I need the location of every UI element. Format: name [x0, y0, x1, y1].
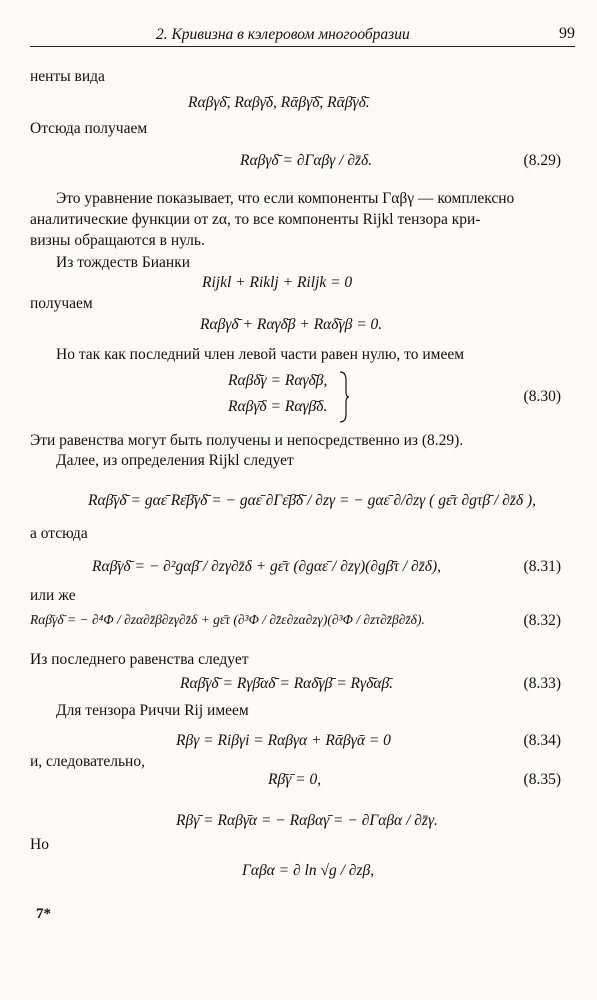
text-line: и, следовательно, [30, 753, 145, 770]
formula-bianchi-complex: Rαβγδ̄ + Rαγδ̄β + Rαδ̄γβ = 0. [200, 316, 383, 333]
text-line: Для тензора Риччи Rij имеем [56, 702, 249, 719]
equation-number: (8.34) [523, 732, 561, 749]
formula-8-30-a: Rαβδ̄γ = Rαγδ̄β, [228, 372, 328, 389]
equation-number: (8.30) [523, 388, 561, 405]
paragraph-line: визны обращаются в нуль. [30, 232, 205, 249]
formula-components: Rαβγδ̄, Rαβγ̄δ, Rᾱβγ̄δ̄, Rᾱβ̄γδ̄. [188, 94, 370, 111]
signature-mark: 7* [36, 906, 51, 922]
equation-number: (8.35) [523, 771, 561, 788]
text-line: Далее, из определения Rijkl следует [56, 452, 294, 469]
formula-curvature-definition: Rαβ̄γδ̄ = gαε̄ Rε̄β̄γδ̄ = − gαε̄ ∂Γε̄β̄δ̄ / ∂zγ = − gαε̄ ∂/∂zγ ( gε̄τ ∂gτβ̄ / ∂z̄δ ), [88, 492, 537, 509]
paragraph-line: Это уравнение показывает, что если компоненты Γαβγ — комплексно [56, 190, 515, 207]
paragraph-line: аналитические функции от zα, то все компоненты Rijkl тензора кри- [30, 211, 481, 228]
formula-8-35: Rβ̄γ̄ = 0, [268, 771, 322, 788]
formula-8-32: Rαβ̄γδ̄ = − ∂⁴Φ / ∂zα∂z̄β∂zγ∂z̄δ + gε̄τ (∂³Φ / ∂z̄ε∂zα∂zγ)(∂³Φ / ∂zτ∂z̄β∂z̄δ). [30, 612, 425, 627]
right-brace [338, 370, 350, 424]
text-line: Отсюда получаем [30, 120, 148, 137]
equation-number: (8.33) [523, 675, 561, 692]
formula-christoffel-log: Γαβα = ∂ ln √g / ∂zβ, [242, 862, 375, 879]
formula-8-29: Rαβγδ̄ = ∂Γαβγ / ∂z̄δ. [240, 152, 373, 169]
formula-ricci-mixed: Rβγ̄ = Rαβγ̄α = − Rαβαγ̄ = − ∂Γαβα / ∂z̄γ. [176, 812, 438, 829]
formula-bianchi: Rijkl + Riklj + Riljk = 0 [202, 274, 353, 291]
running-header [30, 22, 575, 47]
formula-8-34: Rβγ = Riβγi = Rαβγα + Rᾱβγᾱ = 0 [176, 732, 391, 749]
text-line: получаем [30, 295, 93, 312]
text-line: или же [30, 587, 76, 604]
formula-8-33: Rαβ̄γδ̄ = Rγβ̄αδ̄ = Rαδ̄γβ̄ = Rγδ̄αβ̄. [180, 675, 394, 692]
text-line: Из тождеств Бианки [56, 254, 191, 271]
equation-number: (8.31) [523, 558, 561, 575]
text-line: Но [30, 836, 49, 853]
text-line: ненты вида [30, 68, 105, 85]
paragraph-line: Эти равенства могут быть получены и непосредственно из (8.29). [30, 432, 464, 449]
text-line: а отсюда [30, 525, 88, 542]
paragraph-line: Но так как последний член левой части равен нулю, то имеем [56, 346, 465, 363]
page-number: 99 [559, 25, 575, 42]
equation-number: (8.32) [523, 612, 561, 629]
formula-8-31: Rαβ̄γδ̄ = − ∂²gαβ̄ / ∂zγ∂z̄δ + gε̄τ (∂gαε̄ / ∂zγ)(∂gβ̄τ / ∂z̄δ), [92, 558, 441, 575]
text-line: Из последнего равенства следует [30, 651, 249, 668]
running-title: 2. Кривизна в кэлеровом многообразии [156, 26, 410, 43]
equation-number: (8.29) [523, 152, 561, 169]
formula-8-30-b: Rαβγ̄δ = Rαγβ̄δ. [228, 398, 328, 415]
